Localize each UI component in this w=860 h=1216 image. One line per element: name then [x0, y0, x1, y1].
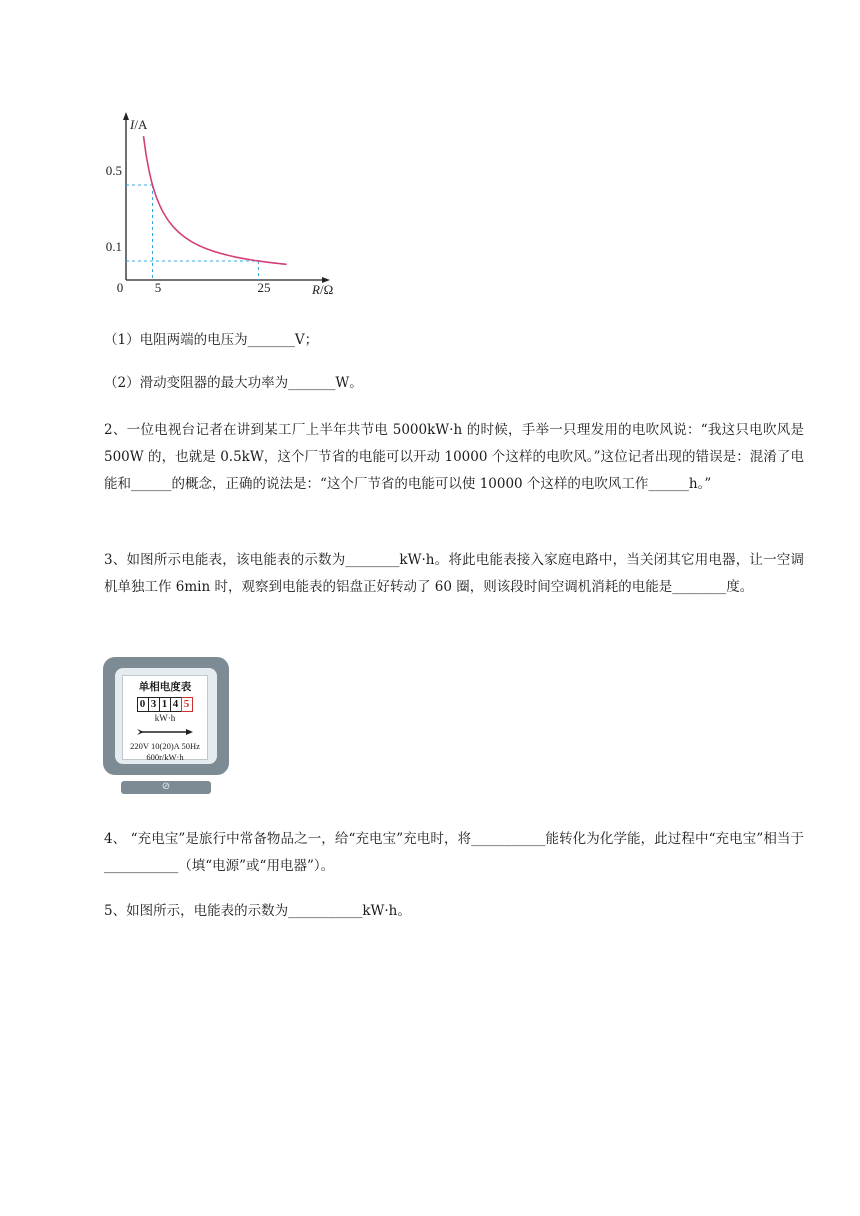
- meter-digits: [123, 697, 207, 712]
- meter-unit: kW·h: [154, 713, 176, 723]
- screw-icon: ⊘: [161, 781, 171, 792]
- y-tick-label: 0.1: [105, 239, 122, 254]
- current-resistance-graph: [96, 108, 356, 304]
- meter-face: [122, 675, 208, 760]
- meter-digit: 4: [170, 697, 182, 712]
- meter-digit: 1: [159, 697, 171, 712]
- meter-digit: 0: [137, 697, 149, 712]
- meter-digit-decimal: 5: [181, 697, 193, 712]
- meter-digit: 3: [148, 697, 160, 712]
- rotation-arrow-icon: [135, 728, 195, 736]
- question-1-part-1: （1）电阻两端的电压为_______V；: [104, 332, 319, 348]
- y-axis-arrow: [123, 112, 129, 120]
- y-tick-label: 0.5: [105, 163, 122, 178]
- inverse-curve: [144, 136, 287, 264]
- origin-label: 0: [116, 280, 124, 295]
- question-5: 5、如图所示，电能表的示数为___________kW·h。: [104, 903, 411, 919]
- meter-title: 单相电度表: [138, 681, 192, 693]
- guide-lines: [126, 185, 259, 280]
- question-1-part-2: （2）滑动变阻器的最大功率为_______W。: [104, 375, 363, 391]
- question-3: 3、如图所示电能表，该电能表的示数为________kW·h。将此电能表接入家庭电路中，当关闭其它用电器，让一空调机单独工作 6min 时，观察到电能表的铝盘正好转动了 60 圈，则该段时间空调机消耗的电能是________度。: [104, 552, 804, 595]
- y-axis-label: I/A: [130, 117, 148, 132]
- meter-terminal-cover: [121, 781, 211, 794]
- x-tick-label: 5: [154, 280, 162, 295]
- x-axis-label: R/Ω: [312, 282, 334, 297]
- question-2: 2、一位电视台记者在讲到某工厂上半年共节电 5000kW·h 的时候，手举一只理发用的电吹风说：“我这只电吹风是 500W 的，也就是 0.5kW，这个厂节省的电能可以开动 10000 个这样的电吹风。”这位记者出现的错误是：混淆了电能和______的概念，正确的说法是：“这个厂节省的电能可以使 10000 个这样的电吹风工作______h。”: [104, 422, 804, 492]
- meter-spec-constant: 600r/kW·h: [146, 752, 184, 762]
- x-tick-label: 25: [257, 280, 271, 295]
- question-4: 4、 “充电宝”是旅行中常备物品之一，给“充电宝”充电时，将___________能转化为化学能，此过程中“充电宝”相当于___________（填“电源”或“用电器”）。: [104, 831, 804, 874]
- meter-spec-rating: 220V 10(20)A 50Hz: [130, 741, 200, 751]
- electricity-meter-figure: [100, 655, 232, 797]
